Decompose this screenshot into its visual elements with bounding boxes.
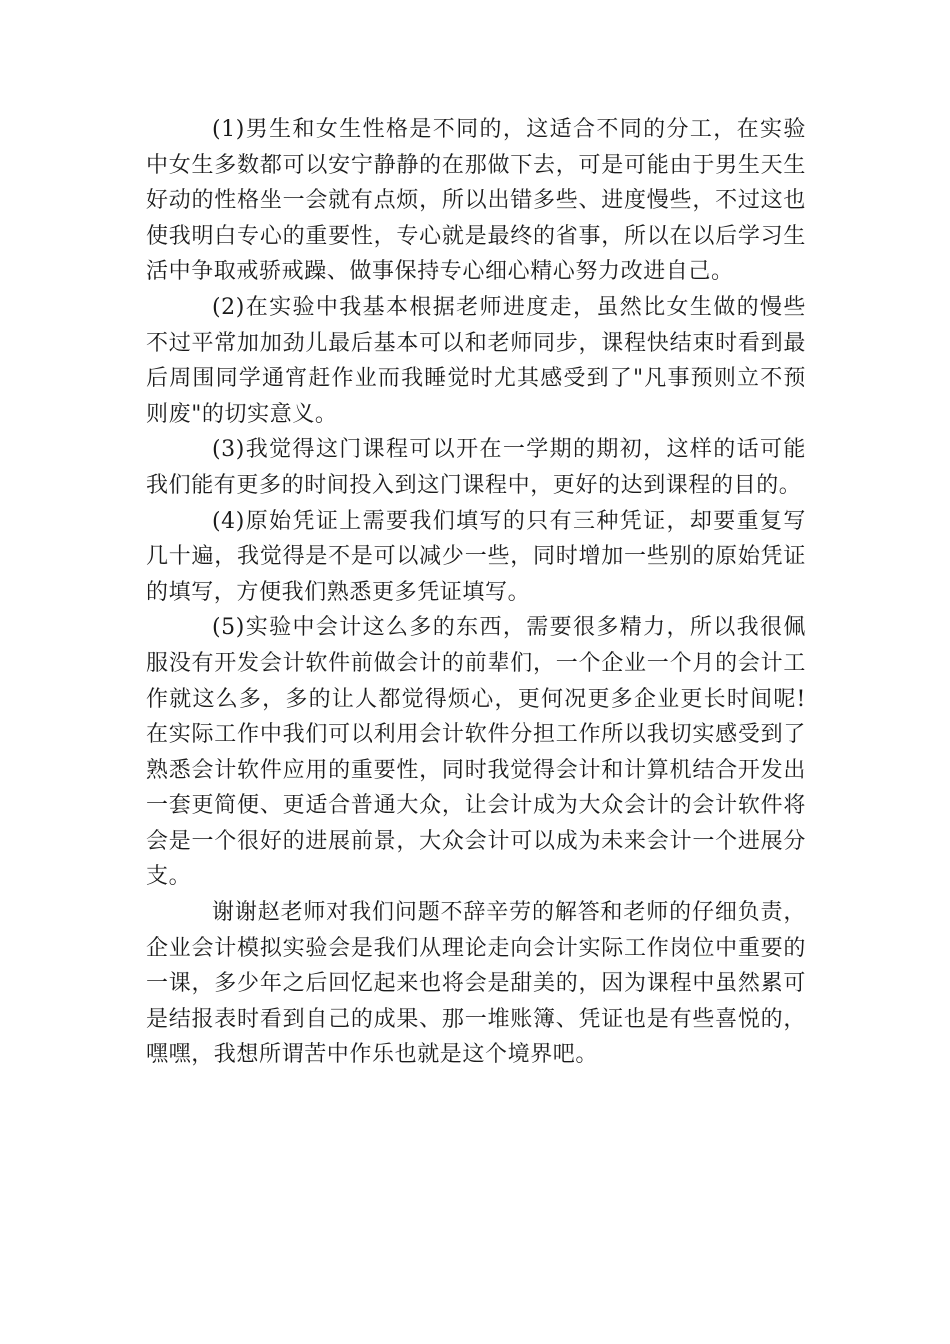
document-body — [146, 112, 806, 1073]
paragraph-1: (1)男生和女生性格是不同的，这适合不同的分工，在实验中女生多数都可以安宁静静的在那做下去，可是可能由于男生天生好动的性格坐一会就有点烦，所以出错多些、进度慢些，不过这也使我明白专心的重要性，专心就是最终的省事，所以在以后学习生活中争取戒骄戒躁、做事保持专心细心精心努力改进自己。 — [146, 117, 806, 285]
paragraph-2: (2)在实验中我基本根据老师进度走，虽然比女生做的慢些不过平常加加劲儿最后基本可以和老师同步，课程快结束时看到最后周围同学通宵赶作业而我睡觉时尤其感受到了"凡事预则立不预则废"的切实意义。 — [146, 294, 806, 427]
paragraph-4: (4)原始凭证上需要我们填写的只有三种凭证，却要重复写几十遍，我觉得是不是可以减少一些，同时增加一些别的原始凭证的填写，方便我们熟悉更多凭证填写。 — [146, 508, 806, 605]
paragraph-5: (5)实验中会计这么多的东西，需要很多精力，所以我很佩服没有开发会计软件前做会计的前辈们，一个企业一个月的会计工作就这么多，多的让人都觉得烦心，更何况更多企业更长时间呢!在实际工作中我们可以利用会计软件分担工作所以我切实感受到了熟悉会计软件应用的重要性，同时我觉得会计和计算机结合开发出一套更简便、更适合普通大众，让会计成为大众会计的会计软件将会是一个很好的进展前景，大众会计可以成为未来会计一个进展分支。 — [146, 615, 806, 890]
paragraph-3: (3)我觉得这门课程可以开在一学期的期初，这样的话可能我们能有更多的时间投入到这门课程中，更好的达到课程的目的。 — [146, 437, 806, 498]
paragraph-closing: 谢谢赵老师对我们问题不辞辛劳的解答和老师的仔细负责，企业会计模拟实验会是我们从理论走向会计实际工作岗位中重要的一课，多少年之后回忆起来也将会是甜美的，因为课程中虽然累可是结报表时看到自己的成果、那一堆账簿、凭证也是有些喜悦的，嘿嘿，我想所谓苦中作乐也就是这个境界吧。 — [146, 900, 806, 1068]
